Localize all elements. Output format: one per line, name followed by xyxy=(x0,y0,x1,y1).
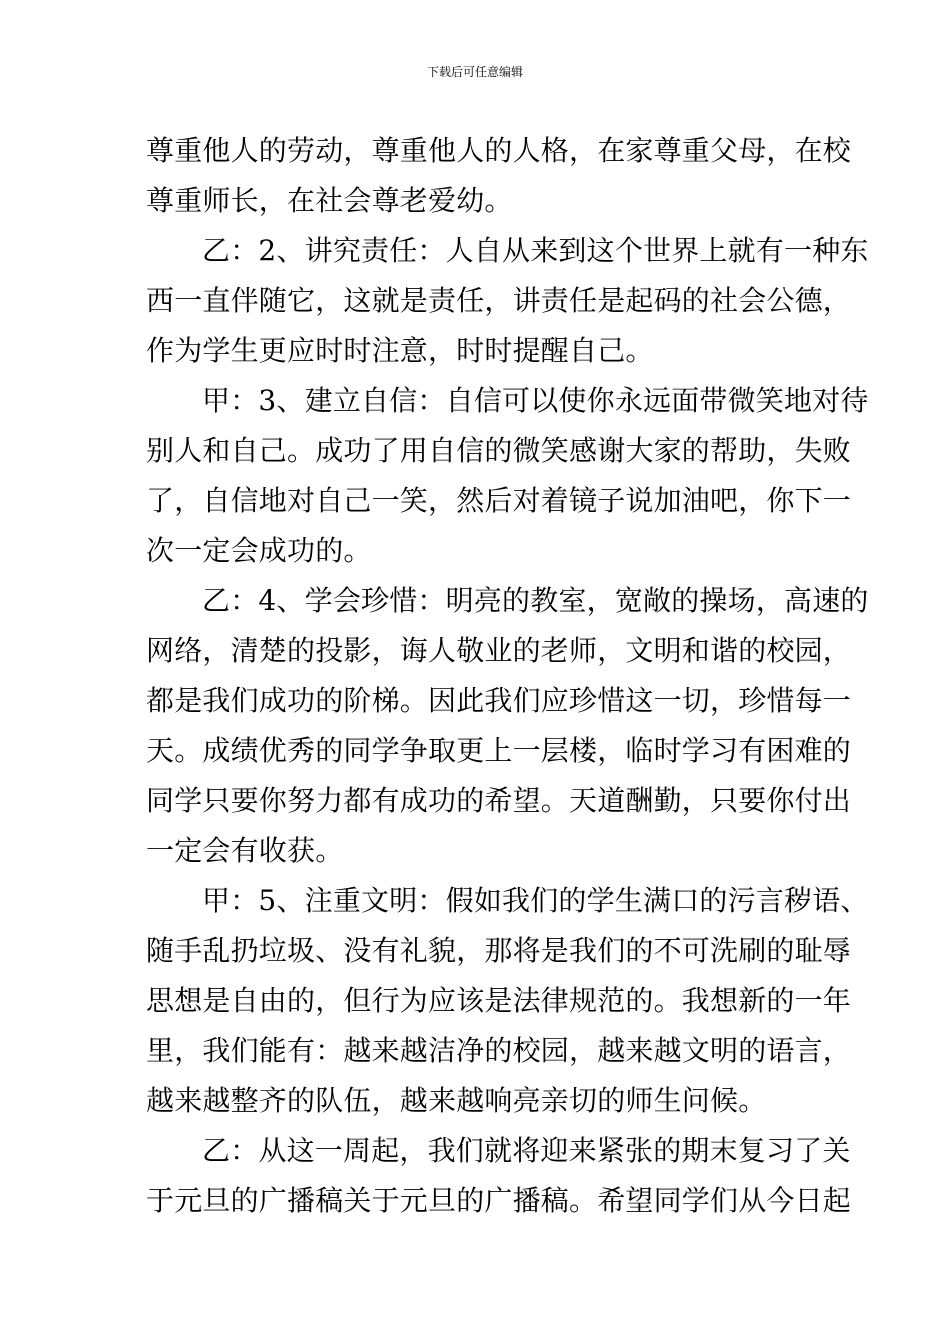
text-line: 同学只要你努力都有成功的希望。天道酬勤，只要你付出 xyxy=(146,784,852,817)
text-line: 越来越整齐的队伍，越来越响亮亲切的师生问候。 xyxy=(146,1084,767,1117)
text-line: 天。成绩优秀的同学争取更上一层楼，临时学习有困难的 xyxy=(146,734,852,767)
text-line: 作为学生更应时时注意，时时提醒自己。 xyxy=(146,334,654,367)
document-body xyxy=(146,126,869,1226)
text-line: 随手乱扔垃圾、没有礼貌，那将是我们的不可洗刷的耻辱 xyxy=(146,934,852,967)
text-line: 乙：从这一周起，我们就将迎来紧张的期末复习了关 xyxy=(202,1134,851,1167)
text-line: 里，我们能有：越来越洁净的校园，越来越文明的语言， xyxy=(146,1034,852,1067)
text-line: 都是我们成功的阶梯。因此我们应珍惜这一切，珍惜每一 xyxy=(146,684,852,717)
paragraph-civility xyxy=(146,876,869,1126)
paragraph-responsibility xyxy=(146,226,869,376)
text-line: 甲：3、建立自信：自信可以使你永远面带微笑地对待 xyxy=(202,384,869,417)
text-line: 思想是自由的，但行为应该是法律规范的。我想新的一年 xyxy=(146,984,852,1017)
text-line: 尊重他人的劳动，尊重他人的人格，在家尊重父母，在校 xyxy=(146,134,852,167)
text-line: 网络，清楚的投影，诲人敬业的老师，文明和谐的校园， xyxy=(146,634,852,667)
paragraph-confidence xyxy=(146,376,869,576)
text-line: 乙：4、学会珍惜：明亮的教室，宽敞的操场，高速的 xyxy=(202,584,869,617)
text-line: 于元旦的广播稿关于元旦的广播稿。希望同学们从今日起 xyxy=(146,1184,852,1217)
paragraph-cherish xyxy=(146,576,869,876)
text-line: 了，自信地对自己一笑，然后对着镜子说加油吧，你下一 xyxy=(146,484,852,517)
text-line: 乙：2、讲究责任：人自从来到这个世界上就有一种东 xyxy=(202,234,869,267)
text-line: 一定会有收获。 xyxy=(146,834,344,867)
text-line: 次一定会成功的。 xyxy=(146,534,372,567)
paragraph-review xyxy=(146,1126,852,1226)
text-line: 别人和自己。成功了用自信的微笑感谢大家的帮助，失败 xyxy=(146,434,852,467)
page-header: 下载后可任意编辑 xyxy=(426,65,523,79)
paragraph-respect xyxy=(146,126,852,226)
text-line: 尊重师长，在社会尊老爱幼。 xyxy=(146,184,513,217)
text-line: 甲：5、注重文明：假如我们的学生满口的污言秽语、 xyxy=(202,884,869,917)
text-line: 西一直伴随它，这就是责任，讲责任是起码的社会公德， xyxy=(146,284,852,317)
